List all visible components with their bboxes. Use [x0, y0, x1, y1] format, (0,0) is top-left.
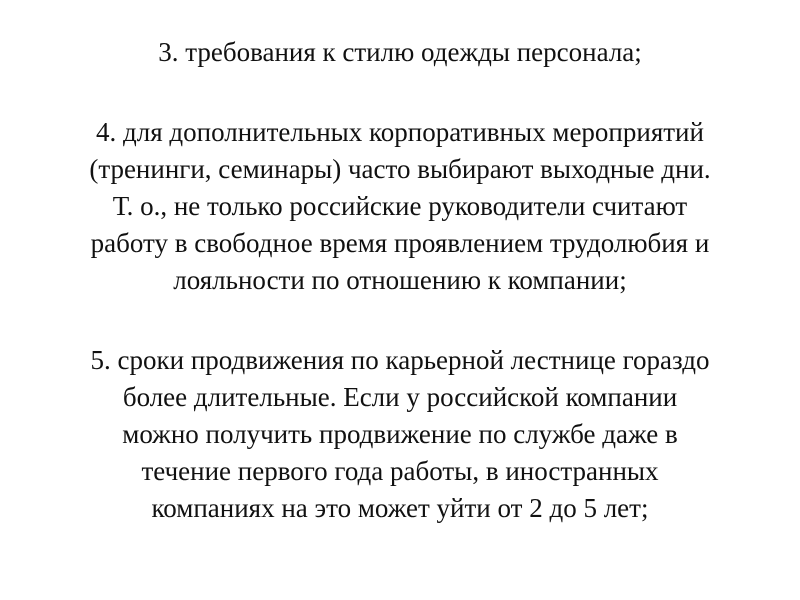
paragraph-line: Т. о., не только российские руководители считают [112, 191, 688, 221]
paragraph-line: компаниях на это может уйти от 2 до 5 лет; [151, 493, 649, 523]
paragraph-item-4 [20, 114, 780, 299]
paragraph-line: можно получить продвижение по службе даже в [122, 419, 678, 449]
paragraph-line: более длительные. Если у российской компании [122, 382, 678, 412]
paragraph-line: 3. требования к стилю одежды персонала; [158, 37, 642, 67]
paragraph-line: работу в свободное время проявлением трудолюбия и [90, 228, 710, 258]
paragraph-line: течение первого года работы, в иностранных [141, 456, 659, 486]
paragraph-item-3 [20, 34, 780, 71]
paragraph-item-5 [20, 342, 780, 527]
paragraph-line: 4. для дополнительных корпоративных мероприятий [96, 117, 704, 147]
paragraph-line: лояльности по отношению к компании; [173, 265, 627, 295]
paragraph-line: (тренинги, семинары) часто выбирают выходные дни. [89, 154, 711, 184]
paragraph-line: 5. сроки продвижения по карьерной лестнице гораздо [90, 345, 710, 375]
